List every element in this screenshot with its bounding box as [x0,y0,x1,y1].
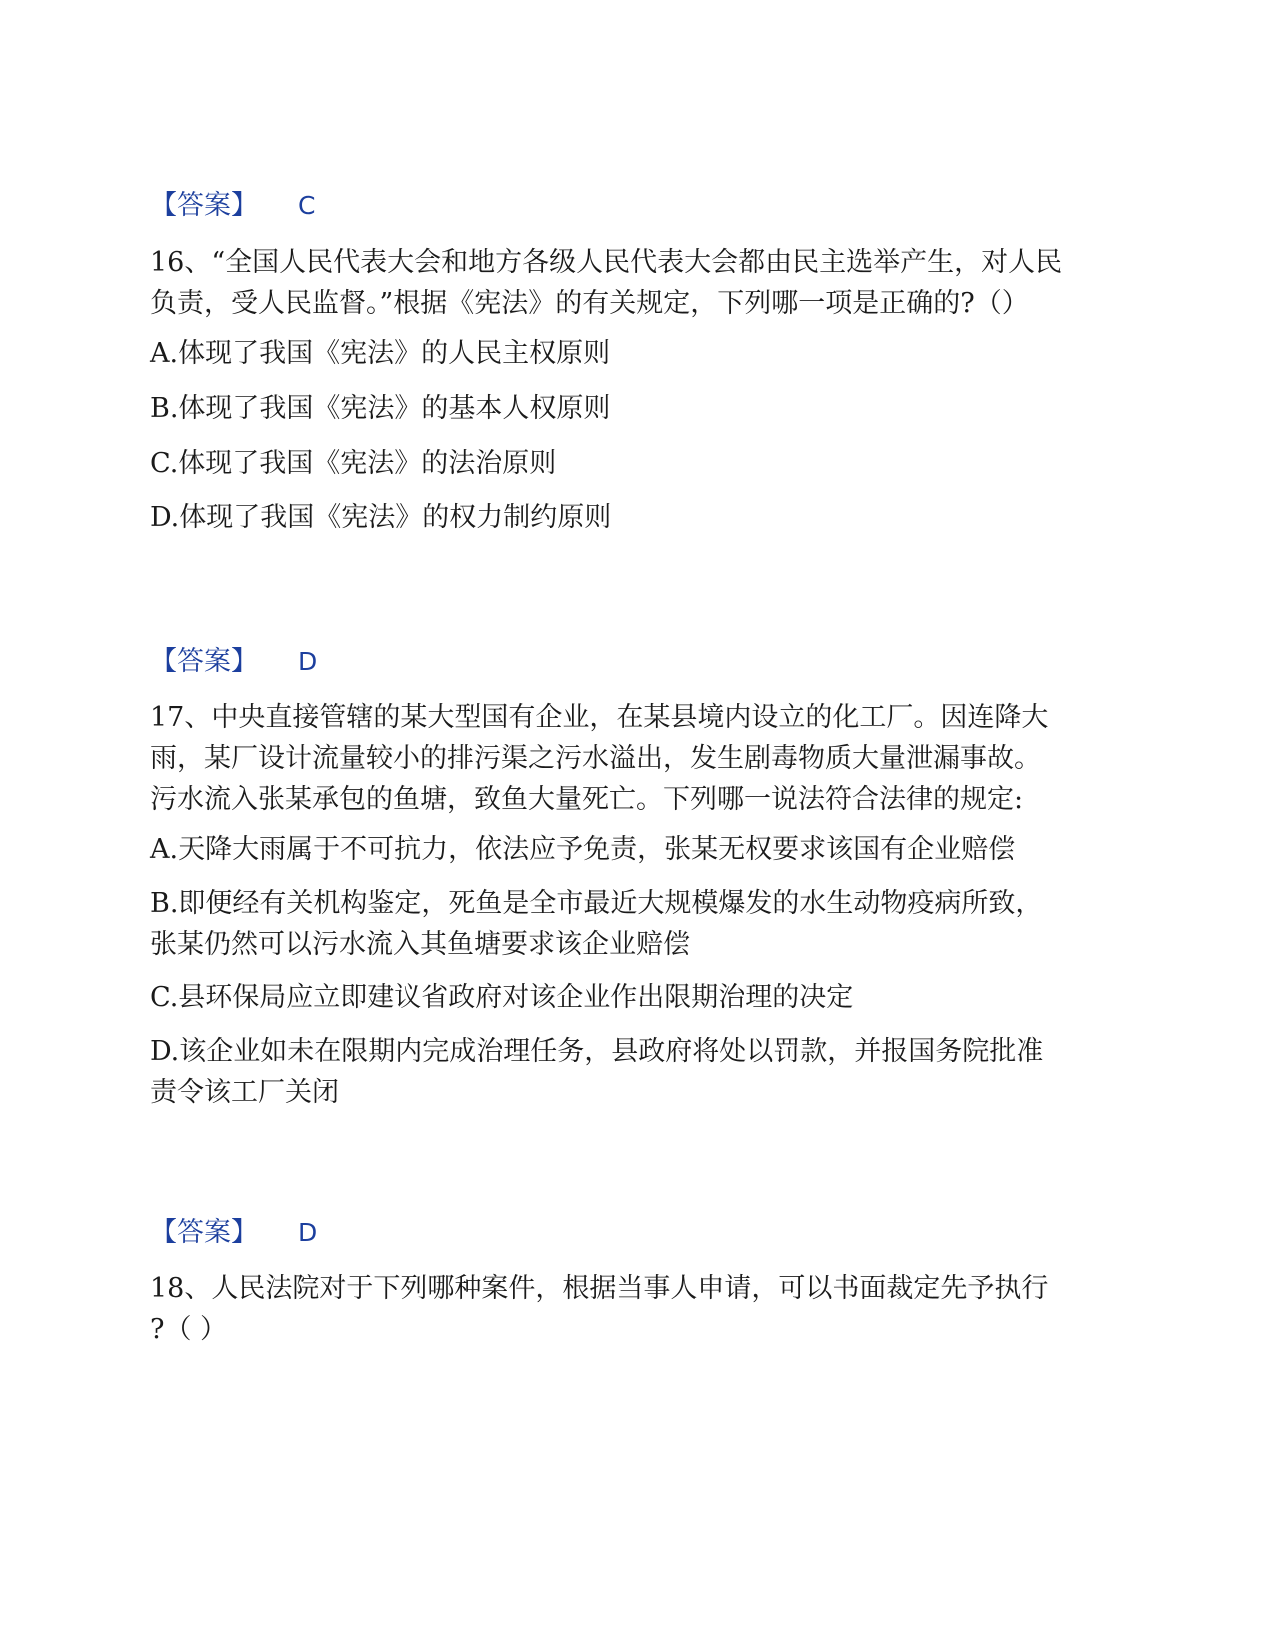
answer-line-17 [150,1215,317,1251]
question-stem: 污水流入张某承包的鱼塘，致鱼大量死亡。下列哪一说法符合法律的规定: [150,784,1024,815]
option-a: A.体现了我国《宪法》的人民主权原则 [150,338,611,369]
question-17 [150,697,1140,820]
option-b [150,883,1140,965]
option-d-line: D.该企业如未在限期内完成治理任务，县政府将处以罚款，并报国务院批准 [150,1036,1044,1067]
question-18 [150,1268,1140,1350]
option-b: B.体现了我国《宪法》的基本人权原则 [150,393,611,424]
option-d [150,1031,1140,1113]
answer-line-15 [150,188,315,224]
question-16 [150,242,1140,324]
option-c: C.县环保局应立即建议省政府对该企业作出限期治理的决定 [150,982,854,1013]
option-b-line: B.即便经有关机构鉴定，死鱼是全市最近大规模爆发的水生动物疫病所致， [150,888,1043,919]
answer-line-16 [150,644,317,680]
answer-value: D [298,1218,318,1247]
option-d: D.体现了我国《宪法》的权力制约原则 [150,502,612,533]
option-b-line: 张某仍然可以污水流入其鱼塘要求该企业赔偿 [150,929,690,960]
question-stem: ?（ ） [150,1314,228,1345]
question-stem: 负责，受人民监督。”根据《宪法》的有关规定，下列哪一项是正确的?（） [150,288,1029,319]
answer-value: D [298,647,318,676]
answer-value: C [298,191,316,220]
question-stem: 16、“全国人民代表大会和地方各级人民代表大会都由民主选举产生，对人民 [150,247,1063,278]
option-a: A.天降大雨属于不可抗力，依法应予免责，张某无权要求该国有企业赔偿 [150,834,1016,865]
answer-label: 【答案】 [150,190,258,221]
answer-label: 【答案】 [150,646,258,677]
option-c: C.体现了我国《宪法》的法治原则 [150,448,557,479]
question-stem: 18、人民法院对于下列哪种案件，根据当事人申请，可以书面裁定先予执行 [150,1273,1049,1304]
option-d-line: 责令该工厂关闭 [150,1077,339,1108]
answer-label: 【答案】 [150,1217,258,1248]
question-stem: 17、中央直接管辖的某大型国有企业，在某县境内设立的化工厂。因连降大 [150,702,1049,733]
question-stem: 雨，某厂设计流量较小的排污渠之污水溢出，发生剧毒物质大量泄漏事故。 [150,743,1041,774]
